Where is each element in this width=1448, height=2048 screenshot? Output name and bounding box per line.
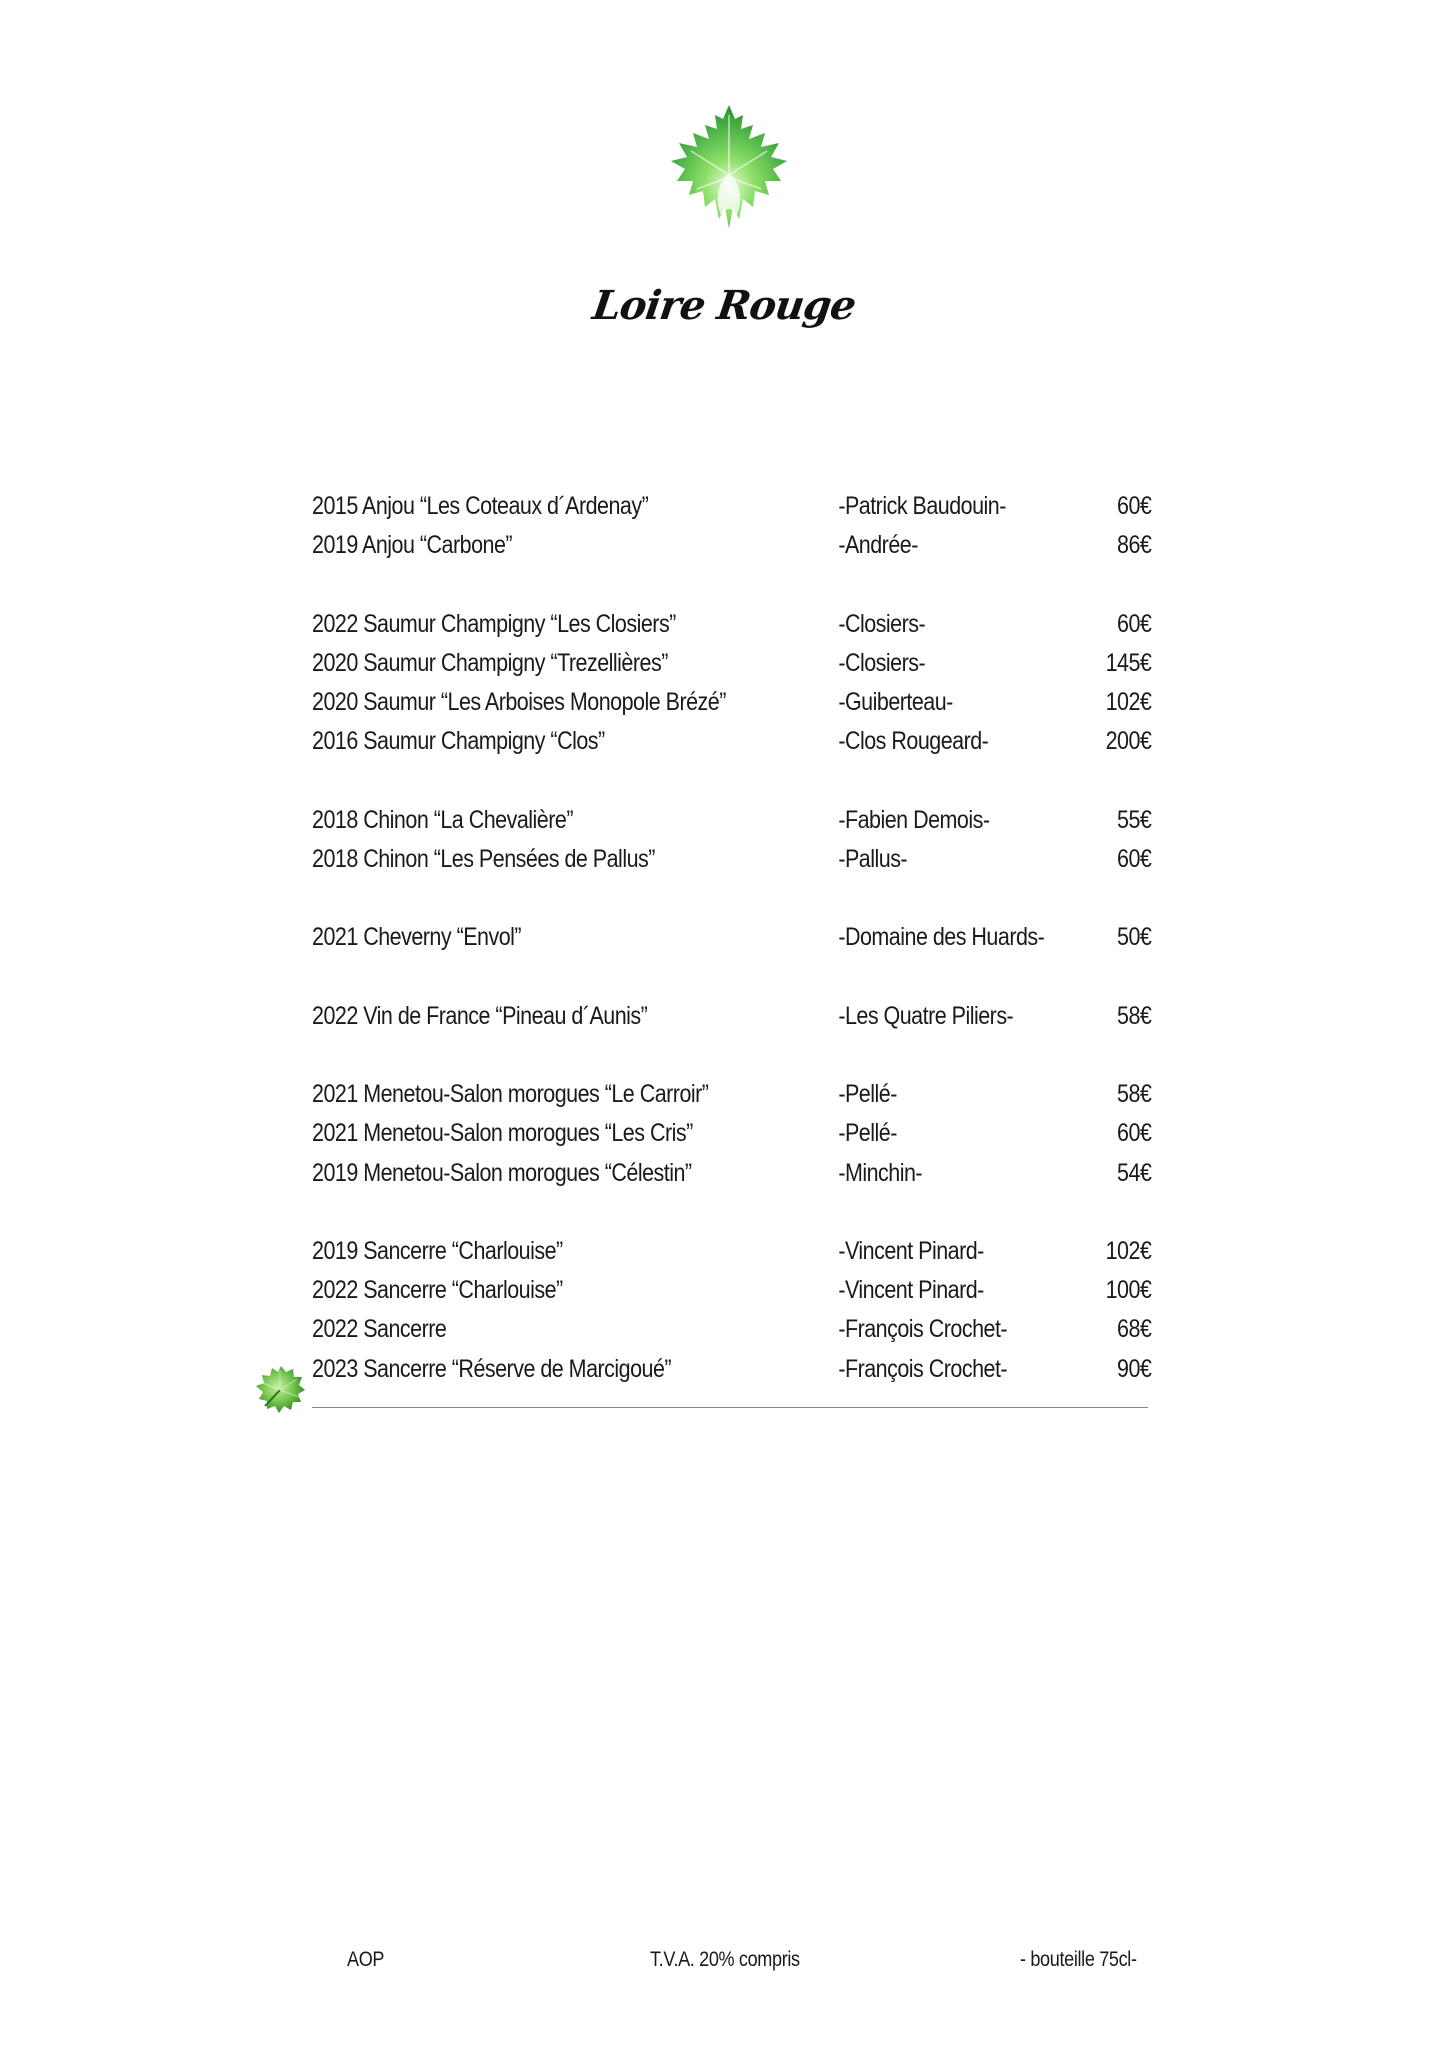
wine-group (312, 492, 1152, 571)
footer-tax-note: T.V.A. 20% compris (650, 1948, 800, 1971)
wine-row (312, 649, 1151, 688)
wine-price: 55€ (1117, 805, 1152, 834)
wine-list (312, 492, 1152, 1433)
wine-producer: -Vincent Pinard- (838, 1236, 984, 1265)
footer-aop-label: AOP (347, 1948, 385, 1971)
wine-price: 60€ (1117, 845, 1152, 874)
wine-price: 200€ (1105, 727, 1152, 756)
wine-price: 102€ (1105, 688, 1152, 717)
wine-row (312, 1002, 1151, 1041)
wine-producer: -François Crochet- (838, 1354, 1008, 1383)
wine-producer: -Fabien Demois- (838, 805, 990, 834)
wine-price: 60€ (1117, 492, 1152, 520)
wine-name: 2022 Saumur Champigny “Les Closiers” (312, 609, 676, 638)
wine-row (312, 1276, 1151, 1315)
wine-name: 2022 Vin de France “Pineau d´Aunis” (312, 1001, 648, 1030)
wine-name: 2021 Cheverny “Envol” (312, 923, 522, 952)
wine-price: 60€ (1117, 609, 1152, 638)
wine-price: 100€ (1105, 1276, 1152, 1305)
wine-name: 2018 Chinon “Les Pensées de Pallus” (312, 845, 655, 874)
wine-producer: -Minchin- (838, 1158, 923, 1187)
wine-producer: -Les Quatre Piliers- (838, 1001, 1014, 1030)
wine-producer: -Andrée- (838, 531, 918, 560)
wine-producer: -Guiberteau- (838, 688, 953, 717)
wine-producer: -François Crochet- (838, 1315, 1008, 1344)
wine-price: 102€ (1105, 1236, 1152, 1265)
wine-row (312, 1237, 1151, 1276)
wine-price: 90€ (1117, 1354, 1152, 1383)
wine-price: 68€ (1117, 1315, 1152, 1344)
wine-group (312, 923, 1152, 962)
wine-name: 2018 Chinon “La Chevalière” (312, 805, 573, 834)
wine-price: 50€ (1117, 923, 1152, 952)
wine-row (312, 1315, 1151, 1354)
wine-row (312, 1119, 1151, 1158)
wine-name: 2015 Anjou “Les Coteaux d´Ardenay” (312, 492, 649, 520)
wine-row (312, 492, 1151, 531)
wine-price: 145€ (1105, 648, 1152, 677)
wine-row (312, 688, 1151, 727)
wine-producer: -Patrick Baudouin- (838, 492, 1006, 520)
wine-name: 2019 Anjou “Carbone” (312, 531, 513, 560)
wine-name: 2021 Menetou-Salon morogues “Les Cris” (312, 1119, 693, 1148)
wine-producer: -Pallus- (838, 845, 908, 874)
vine-leaf-icon (668, 103, 790, 231)
wine-producer: -Domaine des Huards- (838, 923, 1045, 952)
wine-row (312, 923, 1151, 962)
wine-group (312, 806, 1152, 885)
wine-row (312, 845, 1151, 884)
wine-producer: -Pellé- (838, 1079, 897, 1108)
wine-producer: -Vincent Pinard- (838, 1276, 984, 1305)
wine-name: 2019 Menetou-Salon morogues “Célestin” (312, 1158, 692, 1187)
wine-row (312, 531, 1151, 570)
wine-group (312, 610, 1152, 767)
wine-price: 86€ (1117, 531, 1152, 560)
wine-group (312, 1080, 1152, 1198)
wine-name: 2020 Saumur Champigny “Trezellières” (312, 648, 668, 677)
wine-price: 54€ (1117, 1158, 1152, 1187)
small-vine-leaf-icon (253, 1363, 307, 1417)
wine-producer: -Pellé- (838, 1119, 897, 1148)
wine-producer: -Closiers- (838, 648, 926, 677)
footer-bottle-size: - bouteille 75cl- (1020, 1948, 1137, 1971)
wine-price: 58€ (1117, 1079, 1152, 1108)
list-divider (312, 1407, 1148, 1408)
wine-producer: -Clos Rougeard- (838, 727, 989, 756)
wine-row (312, 1355, 1151, 1394)
wine-row (312, 1159, 1151, 1198)
wine-row (312, 806, 1151, 845)
wine-group (312, 1002, 1152, 1041)
wine-name: 2022 Sancerre (312, 1315, 447, 1344)
wine-price: 58€ (1117, 1001, 1152, 1030)
wine-name: 2016 Saumur Champigny “Clos” (312, 727, 605, 756)
wine-row (312, 610, 1151, 649)
page-title: Loire Rouge (589, 282, 859, 329)
wine-name: 2021 Menetou-Salon morogues “Le Carroir” (312, 1079, 709, 1108)
wine-producer: -Closiers- (838, 609, 926, 638)
wine-name: 2023 Sancerre “Réserve de Marcigoué” (312, 1354, 672, 1383)
wine-name: 2020 Saumur “Les Arboises Monopole Brézé” (312, 688, 726, 717)
wine-price: 60€ (1117, 1119, 1152, 1148)
wine-name: 2019 Sancerre “Charlouise” (312, 1236, 563, 1265)
wine-name: 2022 Sancerre “Charlouise” (312, 1276, 563, 1305)
wine-group (312, 1237, 1152, 1394)
wine-row (312, 1080, 1151, 1119)
wine-row (312, 727, 1151, 766)
